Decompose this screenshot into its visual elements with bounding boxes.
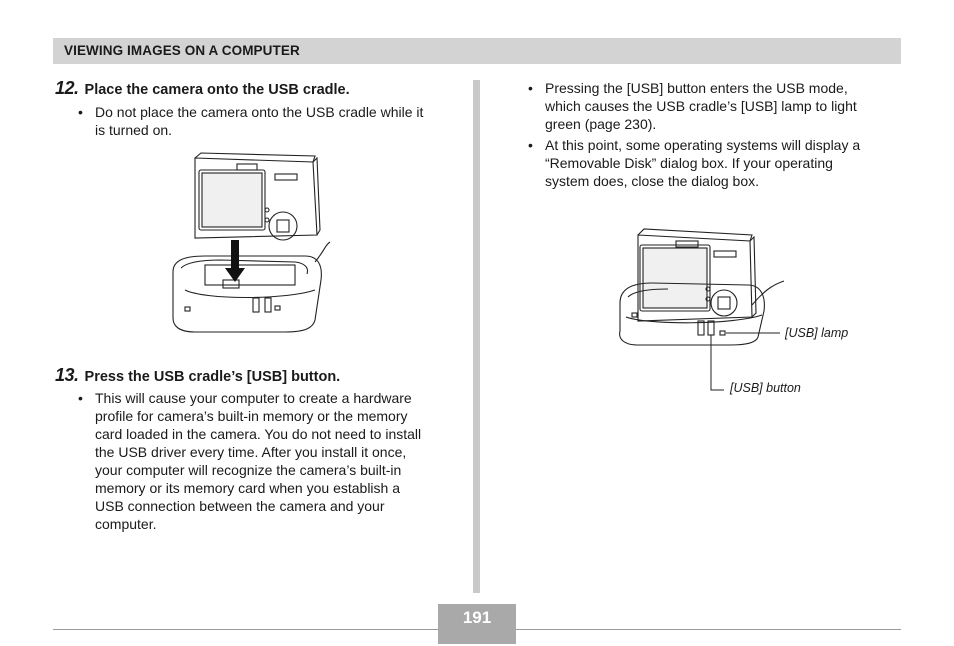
step-title: Press the USB cradle’s [USB] button.: [84, 369, 341, 385]
usb-button-callout: [USB] button: [730, 381, 801, 395]
bullet-item: • At this point, some operating systems will display a “Removable Disk” dialog box. If your operating system does, close the dialog box.: [528, 137, 861, 189]
section-header: [53, 38, 901, 64]
step-number: 13.: [55, 365, 79, 385]
step-number: 12.: [55, 78, 79, 98]
step-title: Place the camera onto the USB cradle.: [84, 82, 350, 98]
camera-placing-illustration: [165, 150, 340, 335]
usb-lamp-callout: [USB] lamp: [785, 326, 849, 340]
bullet-item: • Do not place the camera onto the USB cradle while it is turned on.: [78, 104, 424, 138]
step-13-heading: [55, 365, 340, 386]
page-number: 191: [462, 608, 492, 627]
column-divider: [473, 80, 480, 593]
section-title: VIEWING IMAGES ON A COMPUTER: [64, 43, 300, 58]
bullet-item: • This will cause your computer to create a hardware profile for camera’s built-in memory or the memory card loaded in the camera. You do not need to install the USB driver every time. After you install it once, your computer will recognize the camera’s built-in memory or its memory card when you establish a USB connection between the camera and your computer.: [78, 390, 422, 532]
bullet-item: • Pressing the [USB] button enters the USB mode, which causes the USB cradle’s [USB] lamp to light green (page 230).: [528, 80, 857, 132]
camera-in-cradle-illustration: [612, 225, 802, 400]
step-12-heading: [55, 78, 350, 99]
page-number-box: [438, 604, 516, 644]
